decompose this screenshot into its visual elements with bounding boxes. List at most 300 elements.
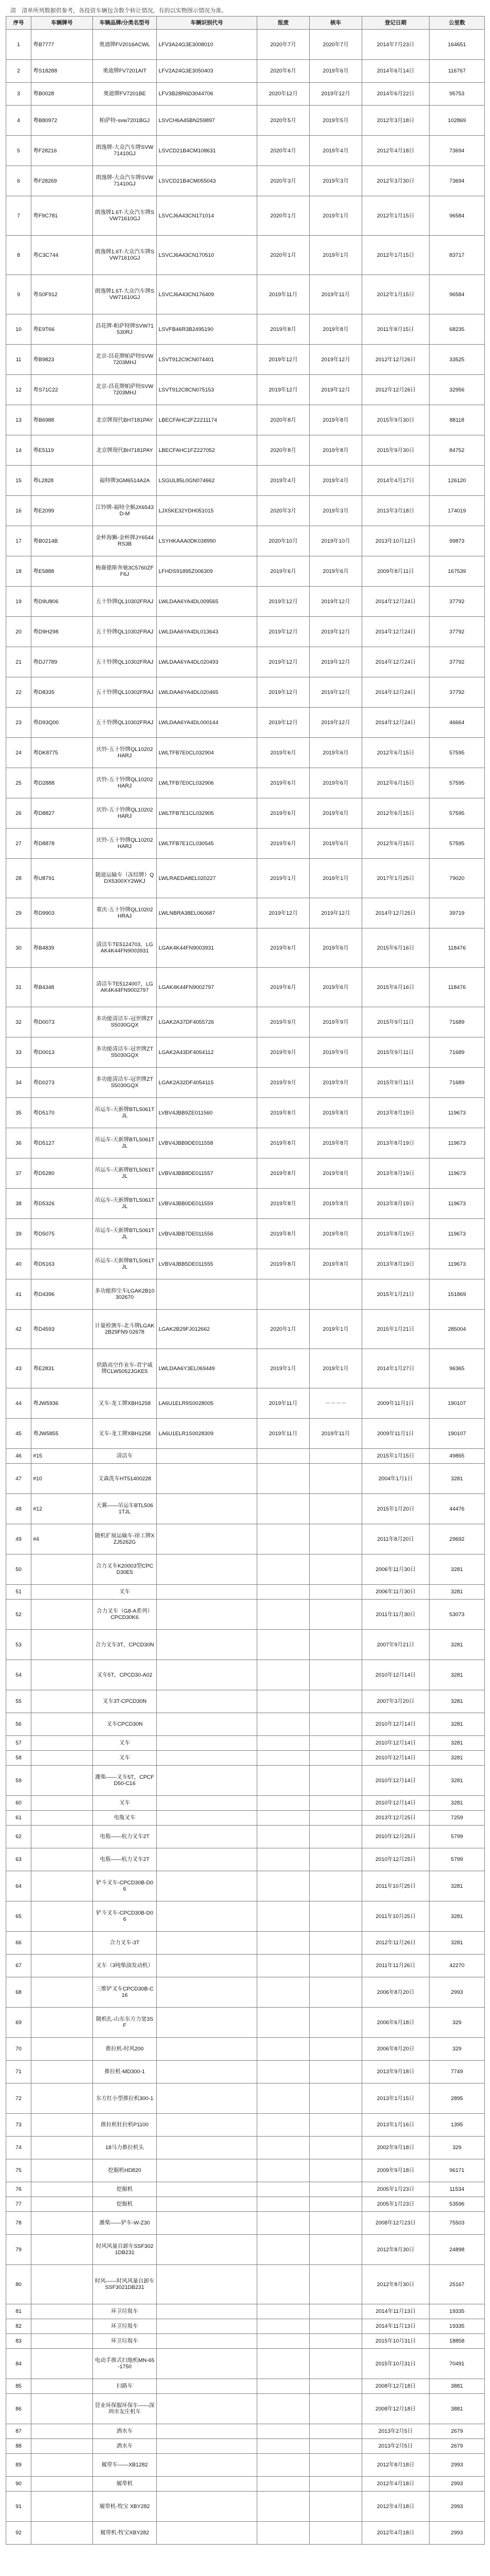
col-header-reg-date: 登记日期	[362, 17, 430, 30]
table-row	[6, 1158, 485, 1189]
cell-no: 40	[6, 1249, 31, 1279]
cell-vin	[157, 2439, 257, 2454]
table-row	[6, 2182, 485, 2197]
cell-plate	[31, 1871, 93, 1901]
cell-retire	[257, 2038, 310, 2061]
cell-km: 88118	[430, 405, 485, 435]
table-row	[6, 708, 485, 738]
cell-no: 32	[6, 1007, 31, 1037]
cell-no: 53	[6, 1630, 31, 1660]
cell-km: 174019	[430, 496, 485, 526]
cell-retire: 2020年1月	[257, 236, 310, 275]
cell-check	[310, 1811, 362, 1826]
cell-vin	[157, 1901, 257, 1932]
cell-retire	[257, 2379, 310, 2394]
cell-plate: 粤D5127	[31, 1128, 93, 1158]
cell-retire	[257, 1660, 310, 1690]
cell-km: 18858	[430, 2334, 485, 2349]
cell-no: 90	[6, 2477, 31, 2492]
cell-no: 4	[6, 106, 31, 136]
cell-reg-date: 2012年1月15日	[362, 236, 430, 275]
cell-km: 3281	[430, 1660, 485, 1690]
cell-brand: 叉车CPCD30N	[93, 1713, 157, 1736]
cell-check	[310, 1555, 362, 1585]
cell-brand: 洒水车	[93, 2424, 157, 2439]
cell-brand: 挖掘机	[93, 2197, 157, 2212]
cell-plate	[31, 2304, 93, 2319]
cell-retire: 2020年1月	[257, 1310, 310, 1349]
cell-vin: LWLDAA6Y3EL069449	[157, 1349, 257, 1388]
cell-reg-date: 2006年6月18日	[362, 2008, 430, 2038]
cell-check: 2019年12月	[310, 375, 362, 405]
cell-km: 96584	[430, 275, 485, 314]
cell-plate	[31, 2197, 93, 2212]
cell-no: 31	[6, 968, 31, 1007]
table-row	[6, 2114, 485, 2137]
cell-retire	[257, 1713, 310, 1736]
cell-check	[310, 1796, 362, 1811]
cell-retire: 2019年8月	[257, 1128, 310, 1158]
cell-vin	[157, 2137, 257, 2159]
cell-brand: 叉车5T，CPCD30-A02	[93, 1660, 157, 1690]
cell-vin	[157, 2159, 257, 2182]
cell-plate: 粤D5163	[31, 1249, 93, 1279]
cell-km: 2993	[430, 2477, 485, 2492]
table-row	[6, 898, 485, 928]
cell-vin: LSVCJ6A43CN171014	[157, 196, 257, 236]
table-row	[6, 829, 485, 859]
cell-vin	[157, 2319, 257, 2334]
cell-km: 3281	[430, 1555, 485, 1585]
cell-retire: 2020年3月	[257, 166, 310, 196]
cell-no: 65	[6, 1901, 31, 1932]
cell-vin: LSVT912C8CN075153	[157, 375, 257, 405]
cell-plate: 粤D5326	[31, 1189, 93, 1219]
col-header-check: 核车	[310, 17, 362, 30]
cell-plate: 粤D8335	[31, 677, 93, 708]
cell-plate: 粤D0273	[31, 1068, 93, 1098]
cell-vin: LVBV4JBB9DE011558	[157, 1128, 257, 1158]
cell-plate	[31, 2038, 93, 2061]
cell-plate	[31, 1751, 93, 1766]
cell-plate: 粤B7777	[31, 30, 93, 60]
cell-retire	[257, 2182, 310, 2197]
cell-brand: 时风风量自卸车SSF3021DB231	[93, 2235, 157, 2265]
cell-plate: 粤E9T66	[31, 314, 93, 345]
cell-check	[310, 1932, 362, 1955]
cell-plate	[31, 1585, 93, 1600]
cell-check	[310, 2379, 362, 2394]
cell-km: 329	[430, 2038, 485, 2061]
cell-retire: 2019年11月	[257, 1388, 310, 1419]
cell-check: 2019年12月	[310, 587, 362, 617]
cell-check: 2019年9月	[310, 1068, 362, 1098]
cell-retire	[257, 2159, 310, 2182]
cell-km: 2993	[430, 2492, 485, 2522]
cell-no: 71	[6, 2061, 31, 2084]
cell-km: 118476	[430, 928, 485, 968]
table-row	[6, 1555, 485, 1585]
table-row	[6, 1310, 485, 1349]
cell-reg-date: 2008年12月23日	[362, 2212, 430, 2235]
cell-vin	[157, 2394, 257, 2424]
cell-reg-date: 2014年12月24日	[362, 617, 430, 647]
cell-km: 126120	[430, 466, 485, 496]
cell-no: 25	[6, 768, 31, 798]
cell-brand: 吊运车-天新牌BTL5061TJL	[93, 1158, 157, 1189]
cell-no: 80	[6, 2265, 31, 2304]
cell-check: 2019年8月	[310, 1249, 362, 1279]
cell-reg-date: 2017年1月25日	[362, 859, 430, 898]
cell-no: 57	[6, 1736, 31, 1751]
table-row	[6, 1955, 485, 1977]
cell-km: 70491	[430, 2349, 485, 2379]
cell-vin	[157, 1585, 257, 1600]
cell-retire	[257, 2424, 310, 2439]
cell-retire: 2020年6月	[257, 60, 310, 83]
cell-vin: LGAK4K44FN9002797	[157, 968, 257, 1007]
table-row	[6, 2265, 485, 2304]
cell-retire: 2019年6月	[257, 928, 310, 968]
cell-check: 2019年4月	[310, 466, 362, 496]
cell-vin	[157, 1871, 257, 1901]
cell-brand: 朗逸牌1.6T-大众汽车牌SVW71610GJ	[93, 275, 157, 314]
cell-brand: 昌花牌-帕萨特牌SVW71530RJ	[93, 314, 157, 345]
cell-brand: 叉车（3吨柴油发动机）	[93, 1955, 157, 1977]
cell-reg-date: 2002年9月18日	[362, 2137, 430, 2159]
cell-vin: LVBV4JBB5DE011555	[157, 1249, 257, 1279]
cell-reg-date: 2014年12月24日	[362, 647, 430, 677]
cell-reg-date: 2009年9月18日	[362, 2159, 430, 2182]
table-row	[6, 1449, 485, 1464]
cell-plate	[31, 2212, 93, 2235]
cell-retire	[257, 2084, 310, 2114]
cell-no: 46	[6, 1449, 31, 1464]
col-header-retire: 报废	[257, 17, 310, 30]
cell-vin	[157, 1279, 257, 1310]
cell-no: 77	[6, 2197, 31, 2212]
cell-reg-date: 2014年12月24日	[362, 677, 430, 708]
cell-km: 190107	[430, 1388, 485, 1419]
cell-km: 49865	[430, 1449, 485, 1464]
cell-no: 15	[6, 466, 31, 496]
cell-brand: 电瓶——杭力叉车2T	[93, 1826, 157, 1848]
cell-check	[310, 1464, 362, 1494]
cell-vin	[157, 1751, 257, 1766]
cell-plate: 粤U8791	[31, 859, 93, 898]
cell-no: 78	[6, 2212, 31, 2235]
cell-km: 24898	[430, 2235, 485, 2265]
cell-check	[310, 2038, 362, 2061]
cell-retire: 2019年12月	[257, 617, 310, 647]
table-row	[6, 1826, 485, 1848]
cell-retire	[257, 1600, 310, 1630]
cell-retire	[257, 2319, 310, 2334]
cell-km: 37792	[430, 617, 485, 647]
cell-vin	[157, 2379, 257, 2394]
cell-no: 7	[6, 196, 31, 236]
cell-retire	[257, 1464, 310, 1494]
cell-check	[310, 2197, 362, 2212]
cell-reg-date: 2004年1月1日	[362, 1464, 430, 1494]
table-row	[6, 2454, 485, 2477]
cell-no: 61	[6, 1811, 31, 1826]
cell-reg-date: 2012年6月15日	[362, 829, 430, 859]
cell-vin	[157, 1600, 257, 1630]
cell-vin	[157, 1826, 257, 1848]
cell-km: 2993	[430, 2454, 485, 2477]
cell-vin	[157, 1811, 257, 1826]
cell-retire: 2020年10月	[257, 526, 310, 556]
cell-brand: 电瓶——杭力叉车2T	[93, 1848, 157, 1871]
cell-plate	[31, 2439, 93, 2454]
cell-retire	[257, 1555, 310, 1585]
cell-brand: 奥迪牌FV7201AIT	[93, 60, 157, 83]
cell-retire	[257, 2061, 310, 2084]
cell-check: 2019年8月	[310, 1158, 362, 1189]
cell-no: 16	[6, 496, 31, 526]
table-row	[6, 2304, 485, 2319]
cell-retire	[257, 2197, 310, 2212]
cell-check	[310, 1736, 362, 1751]
cell-brand: 合力叉车-3T	[93, 1932, 157, 1955]
cell-vin	[157, 2424, 257, 2439]
cell-brand: 多功能清洁车-冠世牌ZTS5030GQX	[93, 1007, 157, 1037]
cell-check	[310, 1690, 362, 1713]
cell-check	[310, 1660, 362, 1690]
cell-reg-date: 2009年11月1日	[362, 1388, 430, 1419]
cell-vin: LSVCD21B4CM055043	[157, 166, 257, 196]
table-row	[6, 1068, 485, 1098]
cell-check: 2019年3月	[310, 496, 362, 526]
cell-check	[310, 2394, 362, 2424]
cell-retire: 2019年12月	[257, 898, 310, 928]
cell-km: 118476	[430, 968, 485, 1007]
cell-vin: LGAK4K44FN9003931	[157, 928, 257, 968]
cell-brand: 推拉机-MD300-1	[93, 2061, 157, 2084]
cell-retire	[257, 2522, 310, 2545]
cell-brand: 环卫垃圾车	[93, 2304, 157, 2319]
cell-no: 8	[6, 236, 31, 275]
cell-reg-date: 2014年11月13日	[362, 2319, 430, 2334]
cell-plate	[31, 2394, 93, 2424]
cell-plate: 粤D9H298	[31, 617, 93, 647]
corner-mark: 清	[10, 8, 16, 14]
cell-plate: #4	[31, 1524, 93, 1555]
cell-plate	[31, 1713, 93, 1736]
cell-no: 36	[6, 1128, 31, 1158]
cell-check	[310, 2008, 362, 2038]
cell-check	[310, 1955, 362, 1977]
table-row	[6, 60, 485, 83]
cell-km: 3281	[430, 1871, 485, 1901]
table-row	[6, 1249, 485, 1279]
cell-brand: 电动手推式扫地机MN-65-1750	[93, 2349, 157, 2379]
cell-vin	[157, 1464, 257, 1494]
cell-check: 2019年12月	[310, 83, 362, 106]
table-row	[6, 30, 485, 60]
cell-brand: 供路高空作业车-君宇威牌CLW5052JGKE5	[93, 1349, 157, 1388]
cell-brand: 扫路车	[93, 2379, 157, 2394]
cell-no: 22	[6, 677, 31, 708]
cell-plate: #15	[31, 1449, 93, 1464]
table-row	[6, 768, 485, 798]
cell-retire	[257, 2334, 310, 2349]
cell-no: 87	[6, 2424, 31, 2439]
cell-km: 37792	[430, 647, 485, 677]
cell-no: 17	[6, 526, 31, 556]
cell-check	[310, 1871, 362, 1901]
cell-vin: LSGUL85L0GN074662	[157, 466, 257, 496]
cell-plate: 粤E2099	[31, 496, 93, 526]
cell-km: 71689	[430, 1007, 485, 1037]
cell-plate: 粤D8827	[31, 798, 93, 829]
table-row	[6, 1464, 485, 1494]
cell-km: 53073	[430, 1600, 485, 1630]
cell-reg-date: 2013年2月5日	[362, 2424, 430, 2439]
cell-reg-date: 2012年12月26日	[362, 345, 430, 375]
cell-km: 99873	[430, 526, 485, 556]
cell-brand: 铲斗叉车-CPCD30B-D06	[93, 1871, 157, 1901]
cell-km: 1395	[430, 2114, 485, 2137]
cell-brand: 18马力推拉机头	[93, 2137, 157, 2159]
cell-km: 57595	[430, 768, 485, 798]
cell-retire: 2019年1月	[257, 859, 310, 898]
cell-no: 26	[6, 798, 31, 829]
cell-plate: 粤E5119	[31, 435, 93, 466]
cell-km: 32956	[430, 375, 485, 405]
cell-km: 57595	[430, 738, 485, 768]
cell-vin	[157, 1524, 257, 1555]
cell-brand: 吊运车-天新牌BTL5061TJL	[93, 1098, 157, 1128]
cell-vin	[157, 1690, 257, 1713]
cell-vin	[157, 1494, 257, 1524]
cell-plate	[31, 1796, 93, 1811]
col-header-brand: 车辆品牌/分类名型号	[93, 17, 157, 30]
cell-brand: 奥迪牌FV2016ACWL	[93, 30, 157, 60]
cell-brand: 电瓶叉车	[93, 1811, 157, 1826]
cell-no: 21	[6, 647, 31, 677]
cell-km: 84752	[430, 435, 485, 466]
cell-no: 55	[6, 1690, 31, 1713]
cell-reg-date: 2014年6月22日	[362, 83, 430, 106]
cell-check	[310, 2114, 362, 2137]
cell-retire	[257, 1630, 310, 1660]
cell-vin	[157, 2114, 257, 2137]
cell-vin: LWLNBRA38EL060687	[157, 898, 257, 928]
cell-retire	[257, 1932, 310, 1955]
cell-vin	[157, 2197, 257, 2212]
cell-retire: 2019年9月	[257, 1068, 310, 1098]
cell-check	[310, 2137, 362, 2159]
cell-check	[310, 2212, 362, 2235]
cell-vin: LVBV4JBB8DE011557	[157, 1158, 257, 1189]
cell-brand: 吊运车-天新牌BTL5061TJL	[93, 1189, 157, 1219]
cell-reg-date: 2011年10月25日	[362, 1871, 430, 1901]
cell-reg-date: 2015年10月31日	[362, 2349, 430, 2379]
cell-check: 2019年8月	[310, 314, 362, 345]
cell-retire	[257, 2265, 310, 2304]
cell-check: 2019年8月	[310, 1219, 362, 1249]
cell-plate	[31, 2008, 93, 2038]
cell-no: 12	[6, 375, 31, 405]
cell-no: 24	[6, 738, 31, 768]
cell-plate	[31, 2424, 93, 2439]
cell-retire	[257, 1494, 310, 1524]
cell-check: 2019年12月	[310, 617, 362, 647]
cell-retire	[257, 2304, 310, 2319]
cell-plate: 粤F28269	[31, 166, 93, 196]
cell-km: 3281	[430, 1751, 485, 1766]
cell-brand: 江铃牌-福特全顺JX6543D-M	[93, 496, 157, 526]
cell-plate: 粤B9823	[31, 345, 93, 375]
cell-no: 13	[6, 405, 31, 435]
cell-brand: 叉车	[93, 1585, 157, 1600]
cell-brand: 帕萨特-svw7201BGJ	[93, 106, 157, 136]
cell-reg-date: 2012年12月26日	[362, 375, 430, 405]
cell-km: 164651	[430, 30, 485, 60]
cell-vin: LWLTFB7E0CL032904	[157, 738, 257, 768]
table-row	[6, 526, 485, 556]
cell-reg-date: 2013年8月19日	[362, 1128, 430, 1158]
cell-plate	[31, 2379, 93, 2394]
cell-vin: LA6U1ELR1S0028309	[157, 1419, 257, 1449]
cell-check: 2019年1月	[310, 1310, 362, 1349]
cell-retire	[257, 2008, 310, 2038]
cell-no: 68	[6, 1977, 31, 2008]
cell-retire: 2020年4月	[257, 136, 310, 166]
cell-plate: 粤E2831	[31, 1349, 93, 1388]
cell-reg-date: 2013年9月18日	[362, 2061, 430, 2084]
cell-km: 71689	[430, 1068, 485, 1098]
cell-vin	[157, 2084, 257, 2114]
cell-reg-date: 2014年7月23日	[362, 30, 430, 60]
cell-no: 28	[6, 859, 31, 898]
cell-vin: LFV2A24G3E3050403	[157, 60, 257, 83]
cell-plate	[31, 1811, 93, 1826]
cell-retire	[257, 1524, 310, 1555]
cell-no: 3	[6, 83, 31, 106]
cell-brand: 朗逸牌-大众汽车牌SVW71410GJ	[93, 136, 157, 166]
cell-retire	[257, 2114, 310, 2137]
cell-vin	[157, 1932, 257, 1955]
cell-reg-date: 2013年8月19日	[362, 1219, 430, 1249]
cell-brand: 五十铃牌QL10302FRAJ	[93, 617, 157, 647]
cell-retire	[257, 1690, 310, 1713]
cell-plate	[31, 2349, 93, 2379]
cell-brand: 奥迪牌FV7201BE	[93, 83, 157, 106]
table-row	[6, 859, 485, 898]
cell-km: 37792	[430, 587, 485, 617]
cell-reg-date: 2013年10月12日	[362, 526, 430, 556]
cell-no: 84	[6, 2349, 31, 2379]
cell-retire: 2019年8月	[257, 1219, 310, 1249]
table-row	[6, 2319, 485, 2334]
table-row	[6, 83, 485, 106]
cell-km: 2895	[430, 2084, 485, 2114]
cell-plate: 粤B80972	[31, 106, 93, 136]
cell-retire: 2020年8月	[257, 405, 310, 435]
table-row	[6, 1349, 485, 1388]
cell-plate: 粤D93Q00	[31, 708, 93, 738]
table-row	[6, 136, 485, 166]
cell-vin: LA6U1ELR9S0028005	[157, 1388, 257, 1419]
table-row	[6, 314, 485, 345]
cell-km: 285004	[430, 1310, 485, 1349]
cell-plate	[31, 2114, 93, 2137]
table-row	[6, 2084, 485, 2114]
table-row	[6, 1419, 485, 1449]
